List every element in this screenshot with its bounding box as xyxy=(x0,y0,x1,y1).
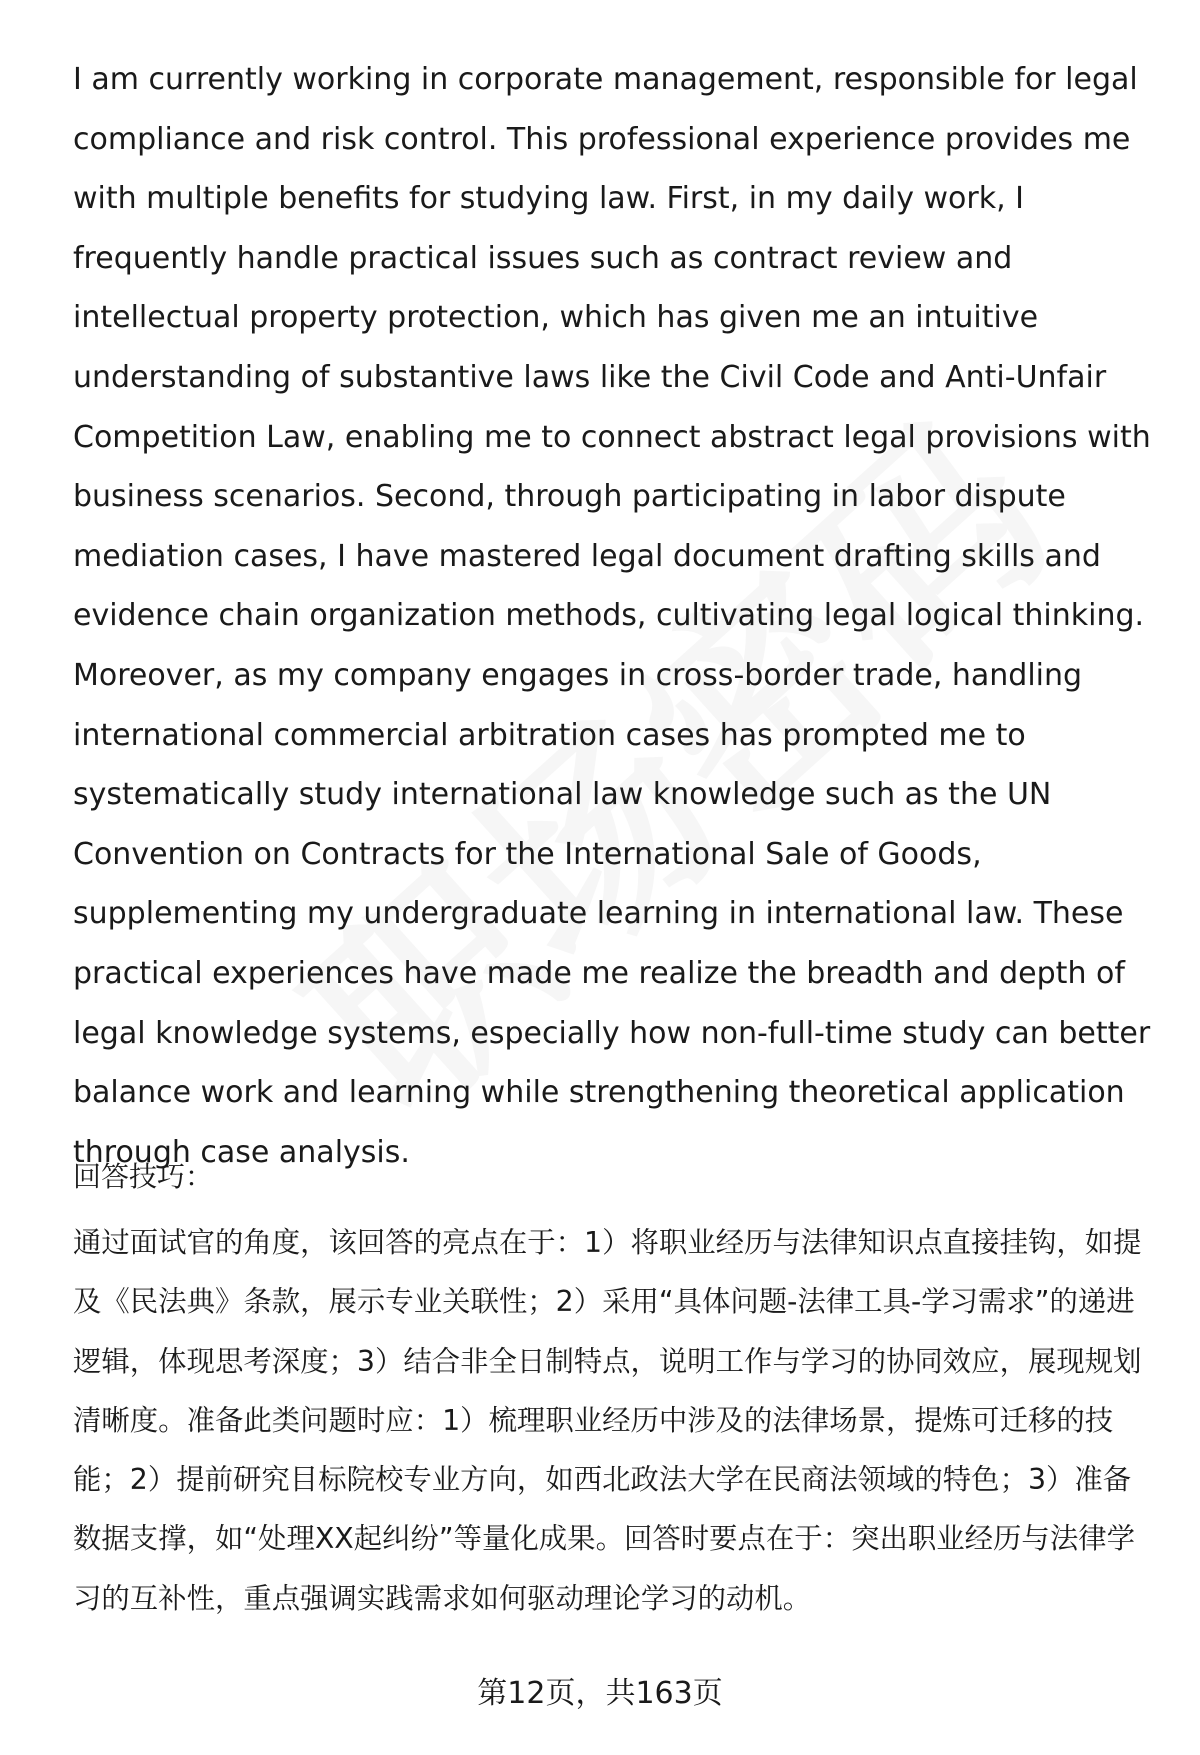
tips-paragraph: 通过面试官的角度，该回答的亮点在于：1）将职业经历与法律知识点直接挂钩，如提及《民法典》条款，展示专业关联性；2）采用“具体问题-法律工具-学习需求”的递进逻辑，体现思考深度；3）结合非全日制特点，说明工作与学习的协同效应，展现规划清晰度。准备此类问题时应：1）梳理职业经历中涉及的法律场景，提炼可迁移的技能；2）提前研究目标院校专业方向，如西北政法大学在民商法领域的特色；3）准备数据支撑，如“处理XX起纠纷”等量化成果。回答时要点在于：突出职业经历与法律学习的互补性，重点强调实践需求如何驱动理论学习的动机。 xyxy=(73,1226,1142,1615)
page-number-footer: 第12页，共163页 xyxy=(477,1676,723,1711)
answer-paragraph: I am currently working in corporate management, responsible for legal compliance and risk control. This professional experience provides me with multiple benefits for studying law. First, in my daily work, I frequently handle practical issues such as contract review and intellectual property protection, which has given me an intuitive understanding of substantive laws like the Civil Code and Anti-Unfair Competition Law, enabling me to connect abstract legal provisions with business scenarios. Second, through participating in labor dispute mediation cases, I have mastered legal document drafting skills and evidence chain organization methods, cultivating legal logical thinking. Moreover, as my company engages in cross-border trade, handling international commercial arbitration cases has prompted me to systematically study international law knowledge such as the UN Convention on Contracts for the International Sale of Goods, supplementing my undergraduate learning in international law. These practical experiences have made me realize the breadth and depth of legal knowledge systems, especially how non-full-time study can better balance work and learning while strengthening theoretical application through case analysis. xyxy=(73,62,1151,1170)
tips-heading: 回答技巧： xyxy=(73,1160,214,1193)
